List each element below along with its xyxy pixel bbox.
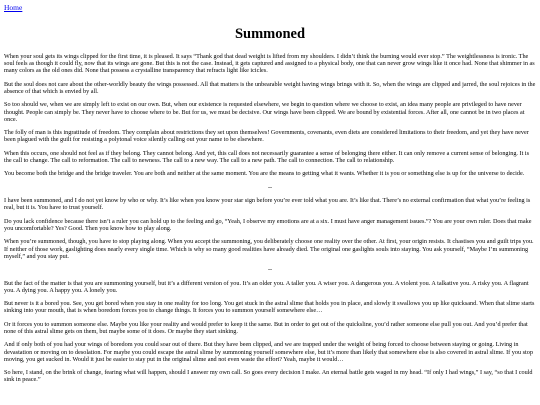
page-title: Summoned xyxy=(234,26,306,42)
paragraph: Do you lack confidence because there isn’t a ruler you can hold up to the feeling and go, “Yeah, I observe my emotions are at a six. I must have anger management issues.”? You are your own ruler. Does that make you uncomfortable? Yes? Good. Then you know how to play along. xyxy=(4,217,532,232)
paragraph: So here, I stand, on the brink of change, fearing what will happen, should I answer my own call. So goes every decision I make. An eternal battle gets waged in my head. “If only I had wings,” I say, “so that I could sink in peace.” xyxy=(4,369,533,384)
paragraph: I have been summoned, and I do not yet know by who or why. It’s like when you know your star sign before you’re ever told what you are. It’s like that. There’s no external confirmation that what you’re feeling is real, but it is. You have to trust yourself. xyxy=(4,197,531,212)
paragraph: When you’re summoned, though, you have to stop playing along. When you accept the summoning, you deliberately choose one reality over the other. At first, your origin resists. It chastises you and guilt trips you. If neither of those work, gaslighting does nearly every single time. Which is why so many good realities have already died. The original one gaslights souls into staying. You ask yourself, “Maybe I’m summoning myself,” and you stay put. xyxy=(4,238,534,260)
paragraph: Or it forces you to summon someone else. Maybe you like your reality and would prefer to keep it the same. But in order to get out of the quicksline, you’d rather someone else pull you out. And you’d prefer that none of this astral slime gets on them, but maybe some of it does. Or maybe they start sinking. xyxy=(4,320,528,335)
paragraph: You become both the bridge and the bridge traveler. You are both and neither at the same moment. You are the means to getting what it wants. Whether it is you or something else is up for the universe to decide. xyxy=(4,170,525,178)
paragraph: But the soul does not care about the other-worldly beauty the wings possessed. All that matters is the unbearable weight having wings brings with it. So, when the wings are clipped and jarred, the soul rejoices in the absence of that which is envied by all. xyxy=(4,80,536,95)
paragraph: The folly of man is this ingratitude of freedom. They complain about restrictions they set upon themselves! Governments, covenants, even diets are considered limitations to their freedom, and yet they have never been plagued with the guilt for resisting a polytonal voice silently calling out your name to be elsewhere. xyxy=(4,129,529,144)
paragraph: When your soul gets its wings clipped for the first time, it is pleased. It says “Thank god that dead weight is lifted from my shoulders. I didn’t think the burning would ever stop.” The weightlessness is ironic. The soul feels as though it could fly, now that its wings are gone. But this is not the case. Instead, it gets captured and assigned to a physical body, one that can never grow wings like it once had. None that shimmer in as many colors as the old ones did. None that possess a crystalline transparency that refracts light like icicles. xyxy=(4,53,535,75)
paragraph: So too should we, when we are simply left to exist on our own. But, when our existence is requested elsewhere, we begin to question where we choose to exist, an idea many people are privileged to have never thought. People can simply be. They never have to choose where to be. But for us, we must be decisive. Our wings have been clipped. We are bound by existential forces. After all, one cannot be in two places at once. xyxy=(4,101,525,123)
home-link[interactable]: Home xyxy=(4,3,23,12)
paragraph: When this occurs, one should not feel as if they belong. They cannot belong. And yet, this call does not necessarily guarantee a sense of belonging there either. It can only remove a current sense of belonging. It is the call to change. The call to reformation. The call to newness. The call to a new way. The call to a new path. The call to connection. The call to relationship. xyxy=(4,149,529,164)
paragraph: And if only both of you had your wings of boredom you could soar out of there. But they have been clipped, and we are trapped under the weight of being forced to choose between staying or going. Living in devastation or moving on to desolation. For maybe you could escape the astral slime by summoning yourself somewhere else, but it’s more than likely that somewhere else is also covered in astral slime. If you stop moving, you get sucked in. Would it just be easier to stay put in the original slime and not even waste the effort? Yeah, maybe it would… xyxy=(4,341,533,363)
section-separator: -- xyxy=(267,183,273,191)
section-separator: -- xyxy=(267,266,273,274)
paragraph: But the fact of the matter is that you are summoning yourself, but it’s a different version of you. It’s an older you. A taller you. A wiser you. A dangerous you. A violent you. A talkative you. A risky you. A flagrant you. A dying you. A happy you. A lonely you. xyxy=(4,279,529,294)
paragraph: But never is it a bored you. See, you get bored when you stay in one reality for too long. You get stuck in the astral slime that holds you in place, and slowly it swallows you up like quicksand. When that slime starts sinking into your mouth, that is when boredom forces you to change things. It forces you to summon yourself somewhere else… xyxy=(4,300,535,315)
